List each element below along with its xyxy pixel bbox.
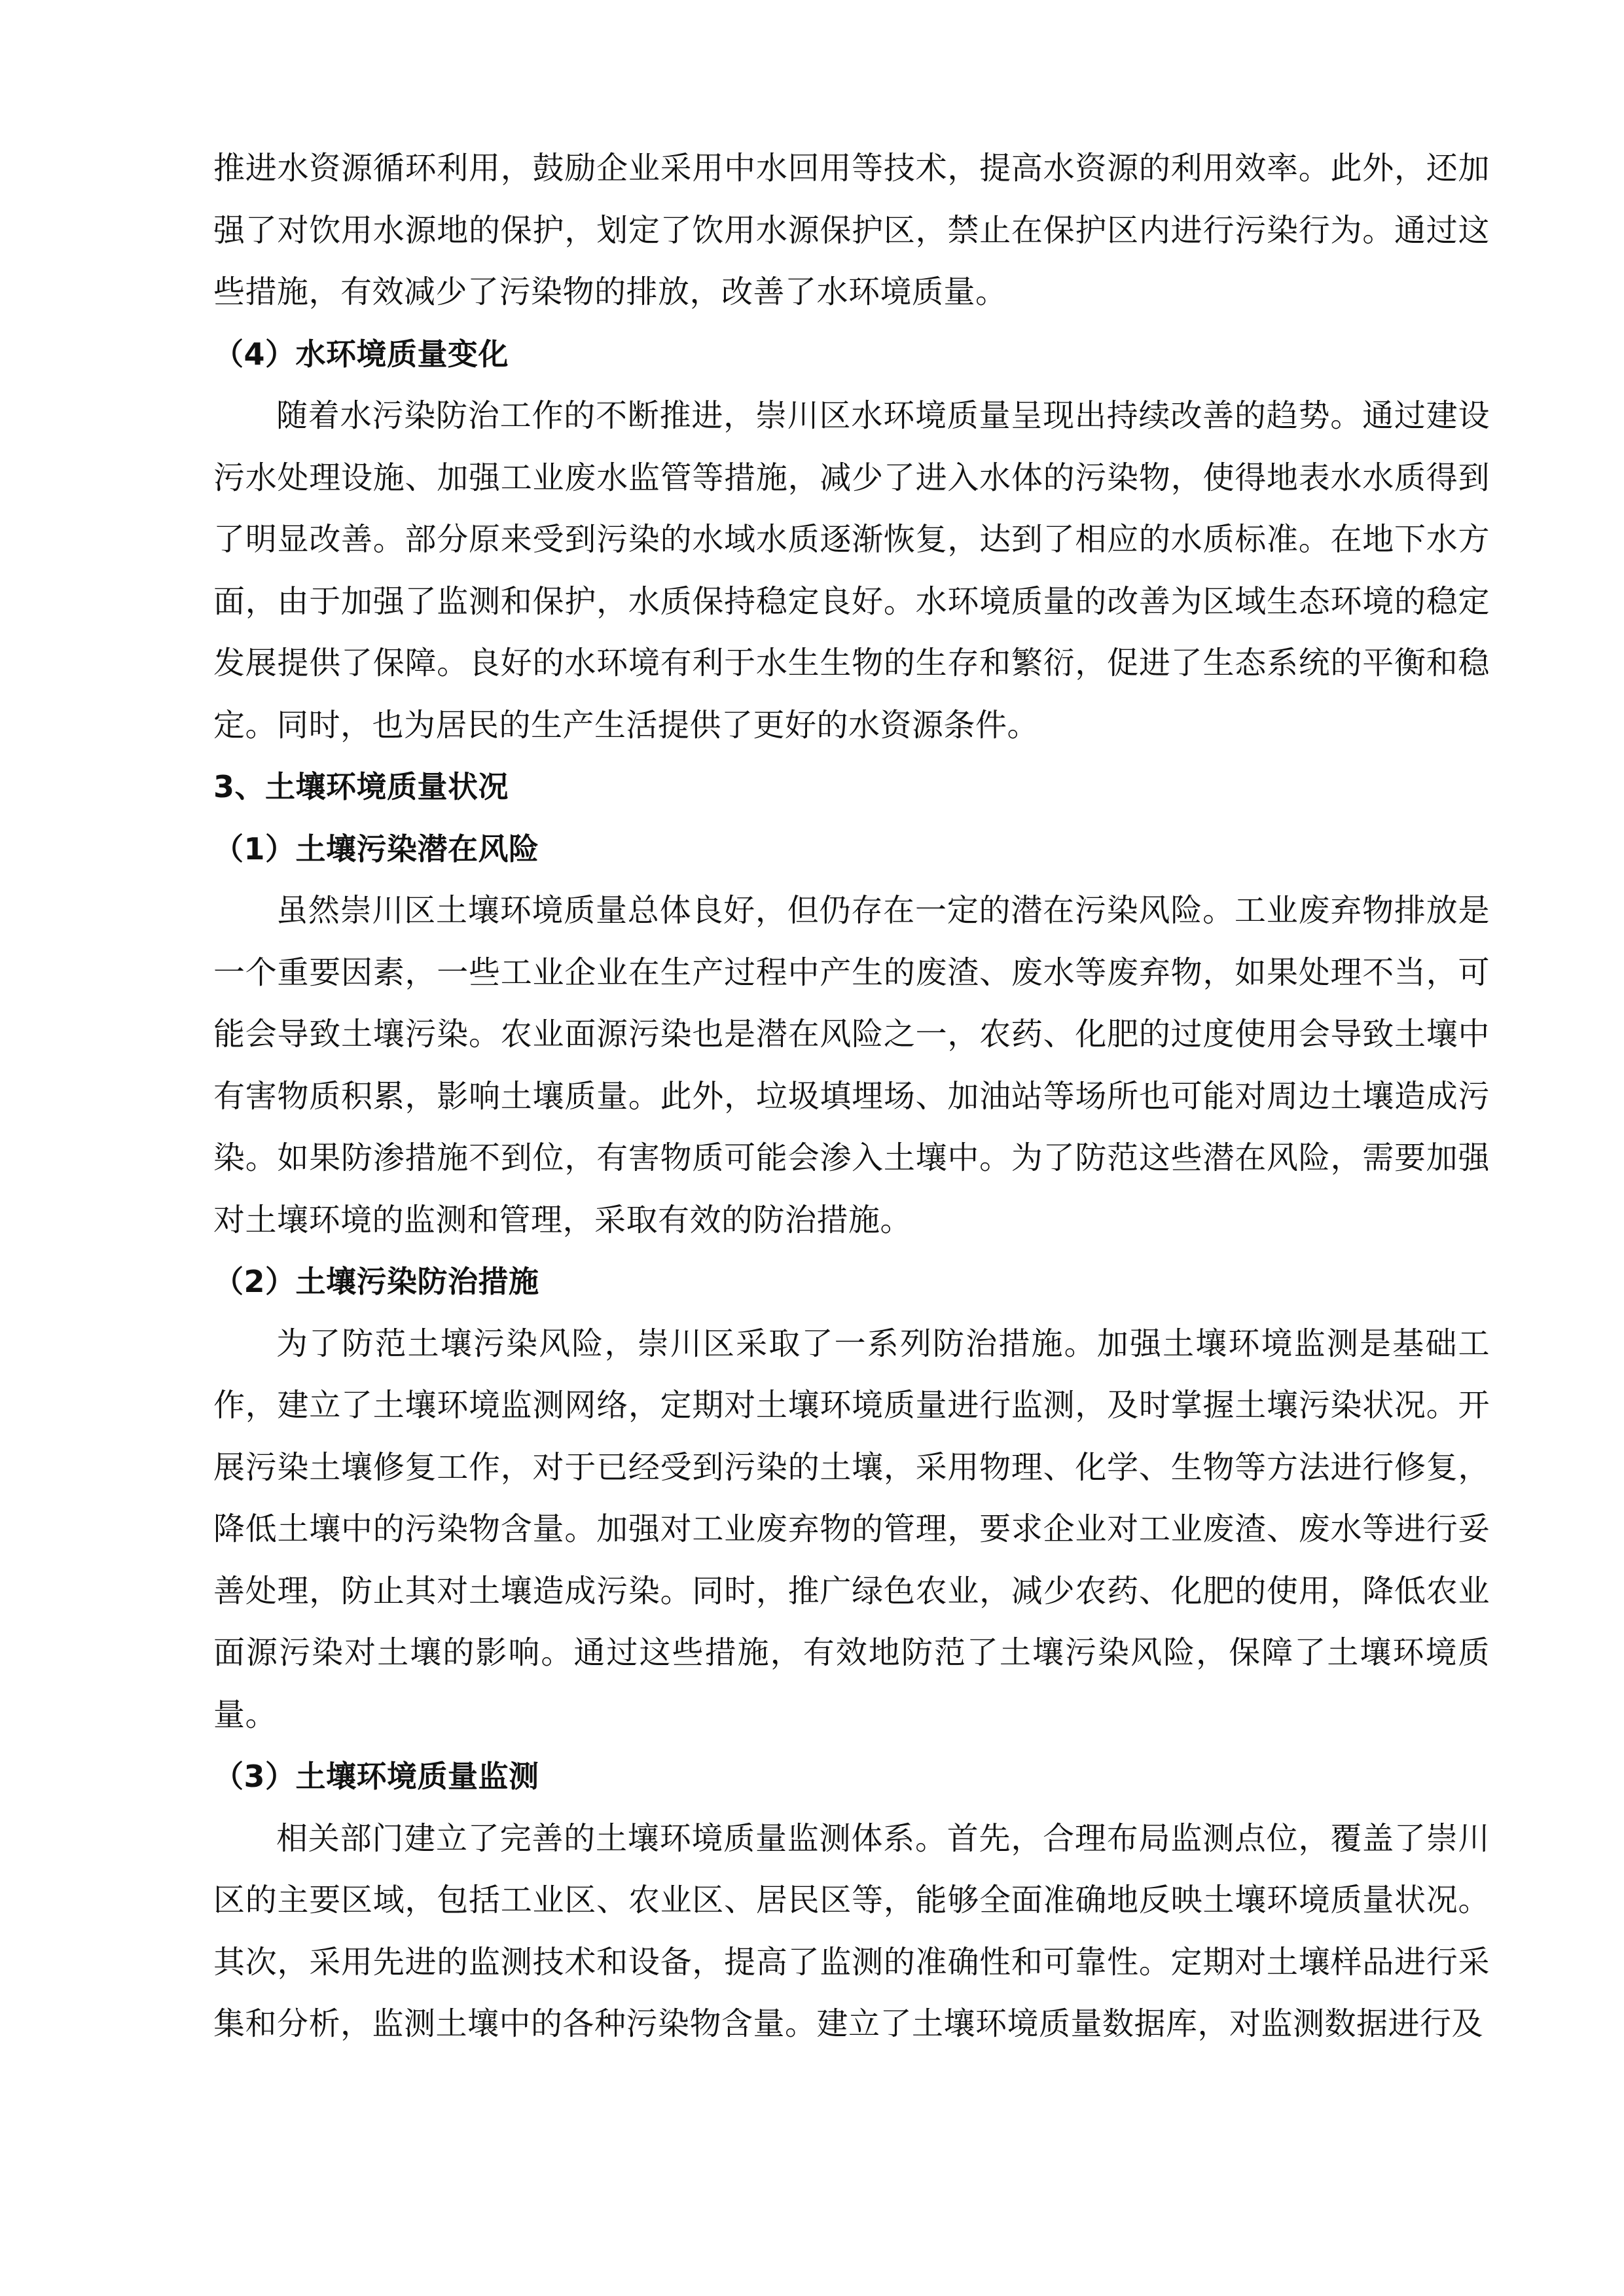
paragraph-water-quality-change: 随着水污染防治工作的不断推进，崇川区水环境质量呈现出持续改善的趋势。通过建设污水处理设施、加强工业废水监管等措施，减少了进入水体的污染物，使得地表水水质得到了明显改善。部分原来受到污染的水域水质逐渐恢复，达到了相应的水质标准。在地下水方面，由于加强了监测和保护，水质保持稳定良好。水环境质量的改善为区域生态环境的稳定发展提供了保障。良好的水环境有利于水生生物的生存和繁衍，促进了生态系统的平衡和稳定。同时，也为居民的生产生活提供了更好的水资源条件。	[213, 397, 1490, 744]
paragraph-soil-pollution-prevention: 为了防范土壤污染风险，崇川区采取了一系列防治措施。加强土壤环境监测是基础工作，建立了土壤环境监测网络，定期对土壤环境质量进行监测，及时掌握土壤污染状况。开展污染土壤修复工作，对于已经受到污染的土壤，采用物理、化学、生物等方法进行修复，降低土壤中的污染物含量。加强对工业废弃物的管理，要求企业对工业废渣、废水等进行妥善处理，防止其对土壤造成污染。同时，推广绿色农业，减少农药、化肥的使用，降低农业面源污染对土壤的影响。通过这些措施，有效地防范了土壤污染风险，保障了土壤环境质量。	[213, 1325, 1490, 1733]
paragraph-soil-pollution-risk: 虽然崇川区土壤环境质量总体良好，但仍存在一定的潜在污染风险。工业废弃物排放是一个重要因素，一些工业企业在生产过程中产生的废渣、废水等废弃物，如果处理不当，可能会导致土壤污染。农业面源污染也是潜在风险之一，农药、化肥的过度使用会导致土壤中有害物质积累，影响土壤质量。此外，垃圾填埋场、加油站等场所也可能对周边土壤造成污染。如果防渗措施不到位，有害物质可能会渗入土壤中。为了防范这些潜在风险，需要加强对土壤环境的监测和管理，采取有效的防治措施。	[213, 892, 1490, 1238]
paragraph-soil-quality-monitoring: 相关部门建立了完善的土壤环境质量监测体系。首先，合理布局监测点位，覆盖了崇川区的主要区域，包括工业区、农业区、居民区等，能够全面准确地反映土壤环境质量状况。其次，采用先进的监测技术和设备，提高了监测的准确性和可靠性。定期对土壤样品进行采集和分析，监测土壤中的各种污染物含量。建立了土壤环境质量数据库，对监测数据进行及	[213, 1820, 1490, 2042]
heading-soil-quality-status: 3、土壤环境质量状况	[213, 769, 509, 804]
paragraph-water-resource-measures: 推进水资源循环利用，鼓励企业采用中水回用等技术，提高水资源的利用效率。此外，还加强了对饮用水源地的保护，划定了饮用水源保护区，禁止在保护区内进行污染行为。通过这些措施，有效减少了污染物的排放，改善了水环境质量。	[213, 150, 1490, 310]
heading-soil-quality-monitoring: （3）土壤环境质量监测	[213, 1759, 539, 1794]
heading-soil-pollution-prevention: （2）土壤污染防治措施	[213, 1264, 539, 1299]
heading-water-quality-change: （4）水环境质量变化	[213, 336, 509, 372]
document-page	[213, 137, 1490, 2055]
heading-soil-pollution-risk: （1）土壤污染潜在风险	[213, 831, 539, 867]
